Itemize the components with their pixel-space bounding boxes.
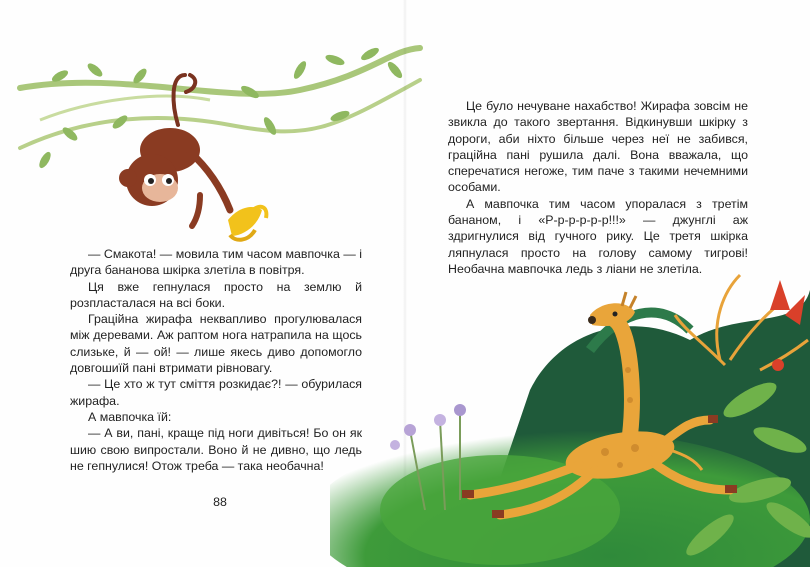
paragraph: — Це хто ж тут сміття розкидає?! — обурилася жирафа. xyxy=(70,377,362,408)
left-page-text xyxy=(70,246,362,474)
giraffe-jungle-illustration xyxy=(330,270,810,567)
paragraph: Це було нечуване нахабство! Жирафа зовсім не звикла до такого звертання. Відкинувши шкірку з дороги, аби ніхто більше через неї не забився, грацiйна пані рушила далі. Вона вважала, що сперечатися негоже, тим паче з такими нечемними особами. xyxy=(448,99,748,195)
right-page-text xyxy=(448,98,748,277)
paragraph: Ця вже гепнулася просто на землю й розпласталася на всі боки. xyxy=(70,279,362,310)
paragraph: — Смакота! — мовила тим часом мавпочка — і друга бананова шкірка злетіла в повітря. xyxy=(70,247,362,278)
page-number: 88 xyxy=(213,495,227,509)
vine-main xyxy=(20,48,420,94)
paragraph: — А ви, пані, краще під ноги дивіться! Бо он як шию свою випростали. Воно й не дивно, що ледь не гепнулися! Отож треба — така необачна! xyxy=(70,426,362,473)
paragraph: А мавпочка їй: xyxy=(88,409,172,424)
vine-leaves xyxy=(37,46,404,170)
paragraph: А мавпочка тим часом упоралася з третім бананом, і «Р-р-р-р-р-р!!!» — джунглі аж здригнулися від гучного рику. Це третя шкірка ляпнулася просто на голову самому тигрові! Необачна мавпочка ледь з ліани не злетіла. xyxy=(448,196,748,276)
banana-icon xyxy=(228,207,266,240)
monkey-on-vine-illustration xyxy=(0,30,430,245)
paragraph: Грацiйна жирафа неквапливо прогулювалася між деревами. Аж раптом нога натрапила на щось слизьке, й — ой! — лише якесь диво допомогло довгошиїй пані втримати рівновагу. xyxy=(70,312,362,376)
